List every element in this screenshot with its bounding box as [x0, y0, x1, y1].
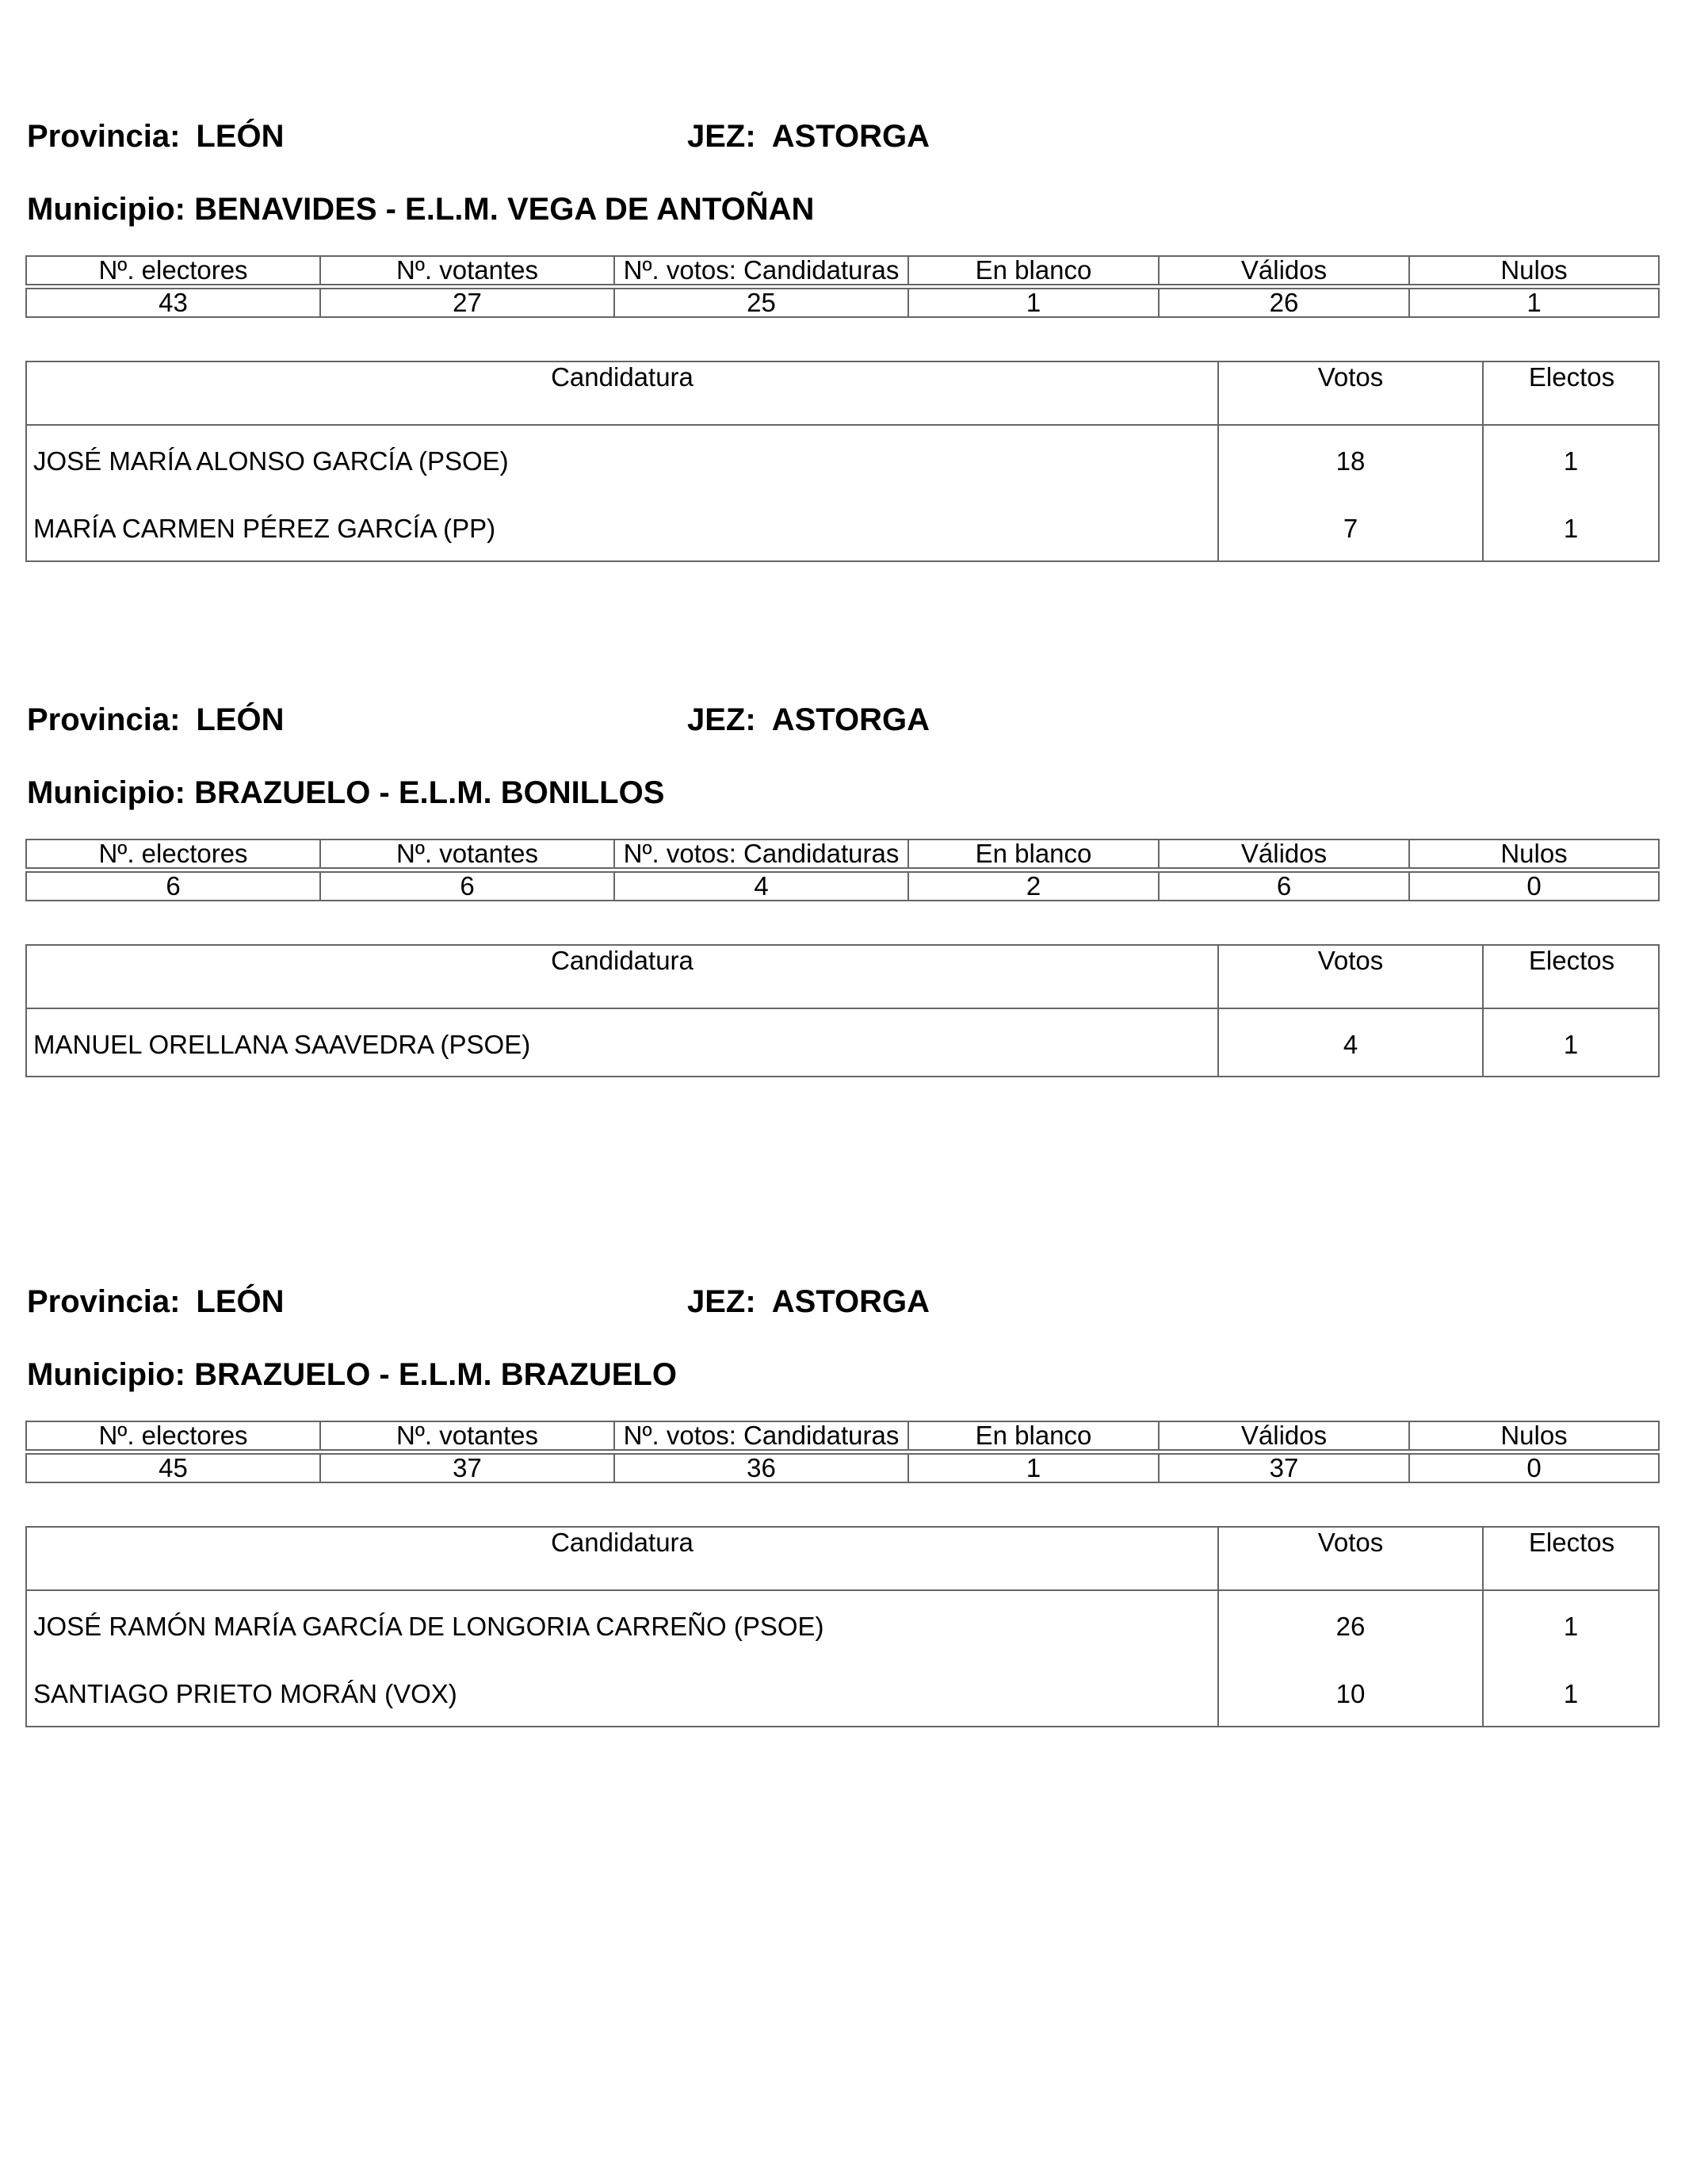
stats-table — [25, 836, 1660, 904]
stats-value-cell: 2 — [907, 871, 1158, 901]
provincia-header: Provincia: LEÓN — [27, 702, 285, 737]
stats-header-cell: En blanco — [907, 839, 1158, 869]
candidatura-header: Candidatura — [551, 362, 693, 392]
candidate-row — [27, 446, 1658, 477]
stats-header-cell: Nulos — [1408, 839, 1660, 869]
candidates-table — [25, 944, 1660, 1077]
stats-header-cell: Nº. electores — [25, 839, 319, 869]
stats-value-cell: 37 — [319, 1453, 613, 1483]
stats-header-cell: Nº. votantes — [319, 255, 613, 285]
candidate-votes: 18 — [1335, 446, 1366, 476]
stats-header-cell: En blanco — [907, 255, 1158, 285]
candidates-table — [25, 361, 1660, 562]
candidates-table — [25, 1526, 1660, 1727]
stats-value-cell: 26 — [1158, 288, 1408, 318]
candidate-votes: 7 — [1343, 514, 1358, 543]
stats-value-cell: 6 — [319, 871, 613, 901]
candidate-elected: 1 — [1563, 1679, 1579, 1708]
stats-value-cell: 37 — [1158, 1453, 1408, 1483]
stats-header-row — [25, 1421, 1660, 1451]
stats-header-cell: Nulos — [1408, 255, 1660, 285]
stats-value-cell: 0 — [1408, 871, 1660, 901]
jez-header: JEZ: ASTORGA — [687, 119, 930, 154]
candidate-row — [27, 1611, 1658, 1643]
stats-header-cell: Nº. votos: Candidaturas — [613, 1421, 907, 1451]
stats-value-cell: 27 — [319, 288, 613, 318]
stats-value-cell: 1 — [907, 288, 1158, 318]
candidatura-header: Candidatura — [551, 946, 693, 975]
stats-header-cell: En blanco — [907, 1421, 1158, 1451]
candidate-row — [27, 1678, 1658, 1710]
candidate-votes: 26 — [1335, 1612, 1366, 1641]
candidate-name: JOSÉ RAMÓN MARÍA GARCÍA DE LONGORIA CARREÑO (PSOE) — [33, 1612, 824, 1641]
municipio-header: Municipio: BRAZUELO - E.L.M. BONILLOS — [27, 775, 665, 810]
candidate-name: MANUEL ORELLANA SAAVEDRA (PSOE) — [33, 1030, 531, 1059]
candidates-header-row — [27, 1528, 1658, 1591]
stats-value-cell: 1 — [907, 1453, 1158, 1483]
candidates-header-row — [27, 946, 1658, 1009]
result-section — [25, 119, 1660, 563]
candidate-name: JOSÉ MARÍA ALONSO GARCÍA (PSOE) — [33, 446, 509, 476]
municipio-header: Municipio: BRAZUELO - E.L.M. BRAZUELO — [27, 1357, 677, 1392]
stats-value-cell: 45 — [25, 1453, 319, 1483]
candidates-body — [27, 426, 1658, 560]
stats-value-cell: 43 — [25, 288, 319, 318]
stats-header-cell: Nulos — [1408, 1421, 1660, 1451]
stats-header-cell: Válidos — [1158, 1421, 1408, 1451]
stats-header-cell: Nº. votos: Candidaturas — [613, 839, 907, 869]
stats-value-cell: 1 — [1408, 288, 1660, 318]
votos-header: Votos — [1317, 1528, 1384, 1557]
stats-value-row — [25, 1453, 1660, 1483]
stats-header-cell: Nº. votantes — [319, 1421, 613, 1451]
stats-value-cell: 4 — [613, 871, 907, 901]
electos-header: Electos — [1528, 946, 1615, 975]
electos-header: Electos — [1528, 1528, 1615, 1557]
stats-header-cell: Válidos — [1158, 839, 1408, 869]
stats-header-cell: Válidos — [1158, 255, 1408, 285]
candidates-body — [27, 1009, 1658, 1076]
candidate-elected: 1 — [1563, 1030, 1579, 1059]
stats-header-row — [25, 839, 1660, 869]
candidate-row — [27, 513, 1658, 545]
result-section — [25, 1284, 1660, 1728]
stats-header-cell: Nº. votantes — [319, 839, 613, 869]
jez-header: JEZ: ASTORGA — [687, 702, 930, 737]
votos-header: Votos — [1317, 946, 1384, 975]
provincia-header: Provincia: LEÓN — [27, 1284, 285, 1319]
stats-table — [25, 253, 1660, 320]
candidate-votes: 10 — [1335, 1679, 1366, 1708]
municipio-header: Municipio: BENAVIDES - E.L.M. VEGA DE ANTOÑAN — [27, 192, 815, 227]
candidate-elected: 1 — [1563, 1612, 1579, 1641]
stats-header-row — [25, 255, 1660, 285]
stats-header-cell: Nº. votos: Candidaturas — [613, 255, 907, 285]
stats-value-cell: 6 — [25, 871, 319, 901]
candidate-elected: 1 — [1563, 446, 1579, 476]
result-section — [25, 702, 1660, 1083]
stats-table — [25, 1418, 1660, 1486]
candidates-header-row — [27, 362, 1658, 426]
candidatura-header: Candidatura — [551, 1528, 693, 1557]
stats-value-row — [25, 288, 1660, 318]
candidate-name: SANTIAGO PRIETO MORÁN (VOX) — [33, 1679, 457, 1708]
jez-header: JEZ: ASTORGA — [687, 1284, 930, 1319]
candidate-name: MARÍA CARMEN PÉREZ GARCÍA (PP) — [33, 514, 496, 543]
candidate-row — [27, 1029, 1658, 1061]
electos-header: Electos — [1528, 362, 1615, 392]
stats-value-cell: 6 — [1158, 871, 1408, 901]
stats-value-row — [25, 871, 1660, 901]
stats-header-cell: Nº. electores — [25, 255, 319, 285]
stats-value-cell: 36 — [613, 1453, 907, 1483]
stats-header-cell: Nº. electores — [25, 1421, 319, 1451]
provincia-header: Provincia: LEÓN — [27, 119, 285, 154]
votos-header: Votos — [1317, 362, 1384, 392]
candidates-body — [27, 1591, 1658, 1726]
stats-value-cell: 0 — [1408, 1453, 1660, 1483]
stats-value-cell: 25 — [613, 288, 907, 318]
candidate-votes: 4 — [1343, 1030, 1358, 1059]
candidate-elected: 1 — [1563, 514, 1579, 543]
